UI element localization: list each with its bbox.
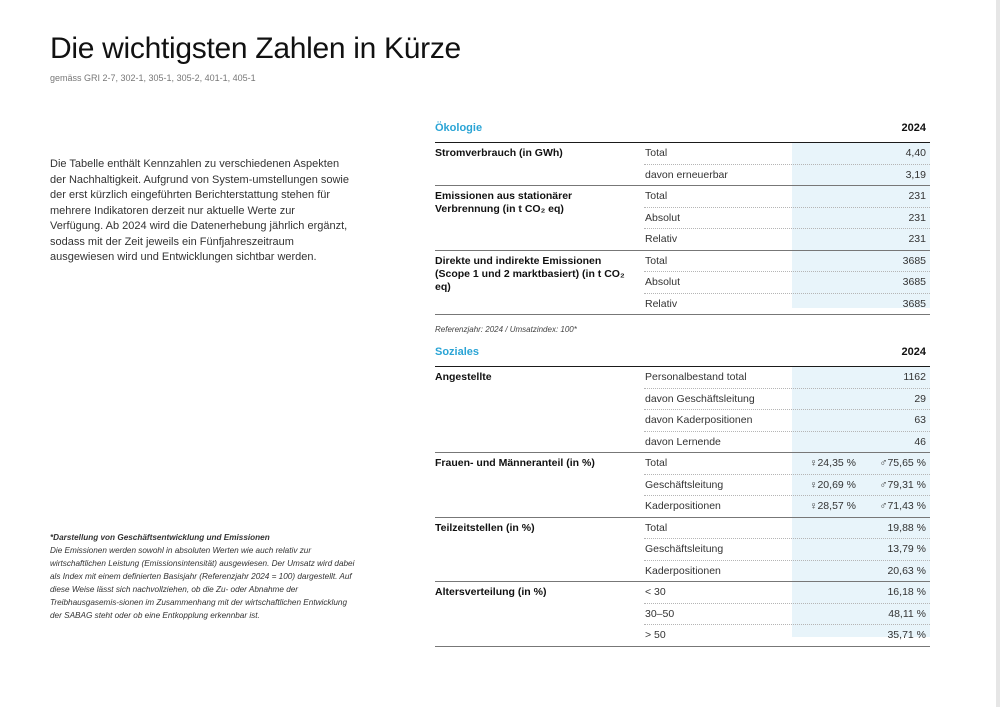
table-row <box>644 432 930 453</box>
row-label: > 50 <box>645 629 666 641</box>
table-row <box>644 294 930 315</box>
footnote-title: *Darstellung von Geschäftsentwicklung und Emissionen <box>50 533 270 542</box>
row-label: davon Kaderpositionen <box>645 414 753 426</box>
footnote <box>50 531 360 622</box>
group-label: Altersverteilung (in %) <box>435 586 547 598</box>
row-label: Kaderpositionen <box>645 564 721 577</box>
row-label: Absolut <box>645 211 681 224</box>
table-group <box>435 453 930 518</box>
row-label: < 30 <box>645 586 666 598</box>
row-value: 29 <box>914 392 926 405</box>
row-value: 63 <box>914 414 926 426</box>
row-label: davon Lernende <box>645 435 721 448</box>
section-header <box>435 118 930 143</box>
table-row <box>644 582 930 604</box>
row-value: 3,19 <box>905 168 926 181</box>
row-label: 30–50 <box>645 607 675 620</box>
intro-text: Die Tabelle enthält Kennzahlen zu verschiedenen Aspekten der Nachhaltigkeit. Aufgrund von System-umstellungen sowie der erst kürzlich eingeführten Berichterstattung stehen für mehrere Indikatoren derzeit nur aktuelle Werte zur Verfügung. Ab 2024 wird die Datenerhebung jährlich ergänzt, sodass mit der Zeit jeweils ein Fünfjahreszeitraum ausgewiesen wird und Entwicklungen sichtbar werden. <box>50 158 349 263</box>
row-value: 231 <box>908 190 926 202</box>
group-label: Frauen- und Männeranteil (in %) <box>435 457 595 469</box>
table-row <box>644 186 930 208</box>
table-row <box>644 272 930 294</box>
row-value: ♂75,65 % <box>879 457 926 469</box>
row-label: davon Geschäftsleitung <box>645 392 755 405</box>
row-value-female: ♀24,35 % <box>809 457 856 469</box>
section-title: Soziales <box>435 346 480 358</box>
table-row <box>644 625 930 646</box>
row-value: 231 <box>908 233 926 245</box>
section-header <box>435 342 930 367</box>
table-row <box>644 475 930 497</box>
table-row <box>644 165 930 186</box>
row-value: ♂71,43 % <box>879 500 926 512</box>
table-row <box>644 561 930 582</box>
table-row <box>644 518 930 540</box>
row-label: davon erneuerbar <box>645 168 728 181</box>
table-group <box>435 251 930 316</box>
row-label: Total <box>645 521 668 534</box>
section-title: Ökologie <box>435 122 483 134</box>
table-row <box>644 539 930 561</box>
row-label: Geschäftsleitung <box>645 543 724 555</box>
table-row <box>644 453 930 475</box>
row-value: ♂79,31 % <box>879 478 926 491</box>
row-label: Total <box>645 147 668 159</box>
row-value: 3685 <box>902 297 926 310</box>
page-title: Die wichtigsten Zahlen in Kürze <box>50 32 461 65</box>
table-row <box>644 367 930 389</box>
row-value-female: ♀28,57 % <box>809 500 856 512</box>
table-soziales <box>435 342 930 647</box>
group-label: Teilzeitstellen (in %) <box>435 521 535 534</box>
group-label: Angestellte <box>435 371 492 383</box>
row-value: 4,40 <box>905 147 926 159</box>
row-value: 48,11 % <box>888 607 926 620</box>
section-year: 2024 <box>901 122 926 134</box>
reference-note: Referenzjahr: 2024 / Umsatzindex: 100* <box>435 325 577 334</box>
row-value: 3685 <box>902 254 926 267</box>
table-row <box>644 496 930 517</box>
row-label: Geschäftsleitung <box>645 478 724 491</box>
row-label: Total <box>645 190 668 202</box>
row-value: 3685 <box>902 276 926 288</box>
row-label: Total <box>645 457 668 469</box>
row-label: Kaderpositionen <box>645 500 721 512</box>
table-group <box>435 367 930 453</box>
page-subtitle: gemäss GRI 2-7, 302-1, 305-1, 305-2, 401-1, 405-1 <box>50 73 256 83</box>
table-group <box>435 518 930 583</box>
row-value: 16,18 % <box>887 586 926 598</box>
row-value: 20,63 % <box>887 564 926 577</box>
row-value-female: ♀20,69 % <box>809 478 856 491</box>
page-edge <box>996 0 1000 707</box>
table-row <box>644 251 930 273</box>
table-row <box>644 208 930 230</box>
row-value: 46 <box>914 435 926 448</box>
row-value: 35,71 % <box>887 629 926 641</box>
table-row <box>644 143 930 165</box>
group-label: Direkte und indirekte Emissionen (Scope 1 und 2 marktbasiert) (in t CO₂ eq) <box>435 254 625 293</box>
table-row <box>644 389 930 411</box>
group-label: Emissionen aus stationärer Verbrennung (in t CO₂ eq) <box>435 190 573 215</box>
row-label: Relativ <box>645 297 678 310</box>
row-label: Total <box>645 254 668 267</box>
row-value: 19,88 % <box>887 521 926 534</box>
row-label: Relativ <box>645 233 678 245</box>
table-row <box>644 410 930 432</box>
row-label: Absolut <box>645 276 681 288</box>
table-group <box>435 582 930 647</box>
section-year: 2024 <box>901 346 926 358</box>
table-row <box>644 604 930 626</box>
row-value: 13,79 % <box>887 543 926 555</box>
table-row <box>644 229 930 250</box>
row-value: 1162 <box>903 371 926 383</box>
footnote-text: Die Emissionen werden sowohl in absoluten Werten wie auch relativ zur wirtschaftlichen Leistung (Emissionsintensität) ausgewiesen. Der Umsatz wird dabei als Index mit einem definierten Basisjahr (Referenzjahr 2024 = 100) dargestellt. Auf diese Weise lässt sich nachvollziehen, ob die Zu- oder Abnahme der Treibhausgasemis-sionen im Zusammenhang mit der wirtschaftlichen Entwicklung der SABAG steht oder ob eine Entkopplung erkennbar ist. <box>50 546 355 620</box>
table-group <box>435 186 930 251</box>
table-group <box>435 143 930 186</box>
table-oekologie <box>435 118 930 334</box>
row-label: Personalbestand total <box>645 371 747 383</box>
group-label: Stromverbrauch (in GWh) <box>435 147 563 159</box>
row-value: 231 <box>908 211 926 224</box>
